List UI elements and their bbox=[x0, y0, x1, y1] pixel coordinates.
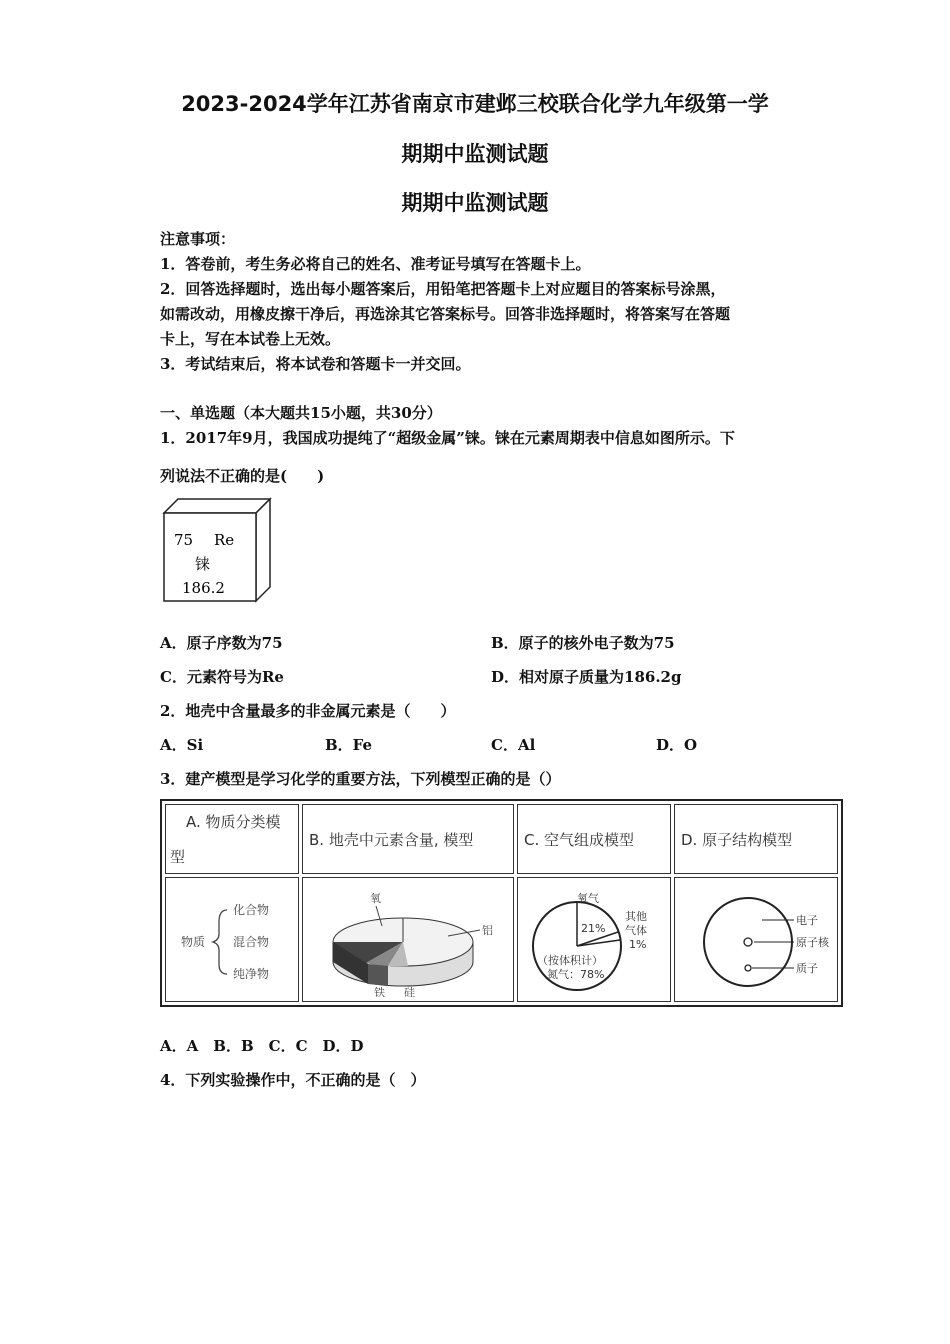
svg-text:氮气：78%: 氮气：78% bbox=[547, 967, 605, 981]
svg-text:21%: 21% bbox=[581, 921, 606, 935]
model-figure-a bbox=[165, 877, 299, 1002]
svg-text:混合物: 混合物 bbox=[233, 934, 270, 949]
svg-text:氧气: 氧气 bbox=[577, 891, 599, 905]
model-figure-d bbox=[674, 877, 838, 1002]
model-table bbox=[160, 799, 843, 1007]
section-heading: 一、单选题（本大题共15小题，共30分） bbox=[160, 404, 442, 422]
q2-stem: 2．地壳中含量最多的非金属元素是（ ） bbox=[160, 702, 456, 720]
model-header-b: B. 地壳中元素含量, 模型 bbox=[302, 804, 514, 874]
svg-text:原子核: 原子核 bbox=[796, 935, 829, 949]
svg-text:物质: 物质 bbox=[181, 934, 206, 949]
model-header-c: C. 空气组成模型 bbox=[517, 804, 671, 874]
svg-text:气体: 气体 bbox=[625, 923, 647, 937]
notice-item-2c: 卡上，写在本试卷上无效。 bbox=[160, 330, 341, 348]
q2-option-b[interactable]: B．Fe bbox=[325, 736, 373, 754]
svg-text:硅: 硅 bbox=[404, 985, 415, 998]
q3-answer-options[interactable]: A．A B．B C．C D．D bbox=[160, 1037, 364, 1055]
q1-stem-cont: 列说法不正确的是( ) bbox=[160, 467, 325, 485]
svg-text:质子: 质子 bbox=[796, 961, 818, 975]
svg-text:铁: 铁 bbox=[374, 985, 385, 998]
svg-text:纯净物: 纯净物 bbox=[233, 966, 270, 981]
notice-item-2b: 如需改动，用橡皮擦干净后，再选涂其它答案标号。回答非选择题时，将答案写在答题 bbox=[160, 305, 731, 323]
page-title-line2: 期期中监测试题 bbox=[401, 142, 549, 166]
q1-stem: 1．2017年9月，我国成功提纯了“超级金属”铼。铼在元素周期表中信息如图所示。下 bbox=[160, 429, 735, 447]
q1-option-b[interactable]: B．原子的核外电子数为75 bbox=[491, 634, 675, 652]
q4-stem: 4．下列实验操作中，不正确的是（ ） bbox=[160, 1071, 426, 1089]
svg-text:化合物: 化合物 bbox=[233, 902, 270, 917]
q1-option-a[interactable]: A．原子序数为75 bbox=[160, 634, 283, 652]
model-figure-b bbox=[302, 877, 514, 1002]
notice-item-3: 3．考试结束后，将本试卷和答题卡一并交回。 bbox=[160, 355, 471, 373]
q1-option-d[interactable]: D．相对原子质量为186.2g bbox=[491, 668, 682, 686]
q3-stem: 3．建产模型是学习化学的重要方法，下列模型正确的是（） bbox=[160, 770, 561, 788]
element-number: 75 bbox=[174, 531, 194, 549]
page-title: 2023-2024学年江苏省南京市建邺三校联合化学九年级第一学 bbox=[181, 92, 769, 116]
q1-option-c[interactable]: C．元素符号为Re bbox=[160, 668, 284, 686]
element-mass: 186.2 bbox=[182, 579, 225, 597]
notice-item-1: 1．答卷前，考生务必将自己的姓名、准考证号填写在答题卡上。 bbox=[160, 255, 591, 273]
page-title-line3: 期期中监测试题 bbox=[401, 191, 549, 215]
q2-option-d[interactable]: D．O bbox=[656, 736, 698, 754]
svg-text:电子: 电子 bbox=[796, 913, 818, 927]
model-header-a: A. 物质分类模 型 bbox=[165, 804, 299, 874]
model-figure-c bbox=[517, 877, 671, 1002]
notice-item-2a: 2．回答选择题时，选出每小题答案后，用铅笔把答题卡上对应题目的答案标号涂黑， bbox=[160, 280, 726, 298]
svg-text:氧: 氧 bbox=[370, 891, 381, 905]
svg-text:其他: 其他 bbox=[625, 909, 647, 923]
q2-option-c[interactable]: C．Al bbox=[491, 736, 536, 754]
q2-option-a[interactable]: A．Si bbox=[160, 736, 204, 754]
element-tile bbox=[162, 497, 272, 603]
svg-text:铝: 铝 bbox=[482, 923, 493, 937]
model-header-d: D. 原子结构模型 bbox=[674, 804, 838, 874]
notice-heading: 注意事项： bbox=[160, 230, 236, 248]
element-symbol: Re bbox=[214, 531, 235, 549]
svg-text:（按体积计）: （按体积计） bbox=[537, 953, 603, 967]
element-name: 铼 bbox=[195, 555, 211, 573]
svg-text:1%: 1% bbox=[629, 937, 647, 951]
